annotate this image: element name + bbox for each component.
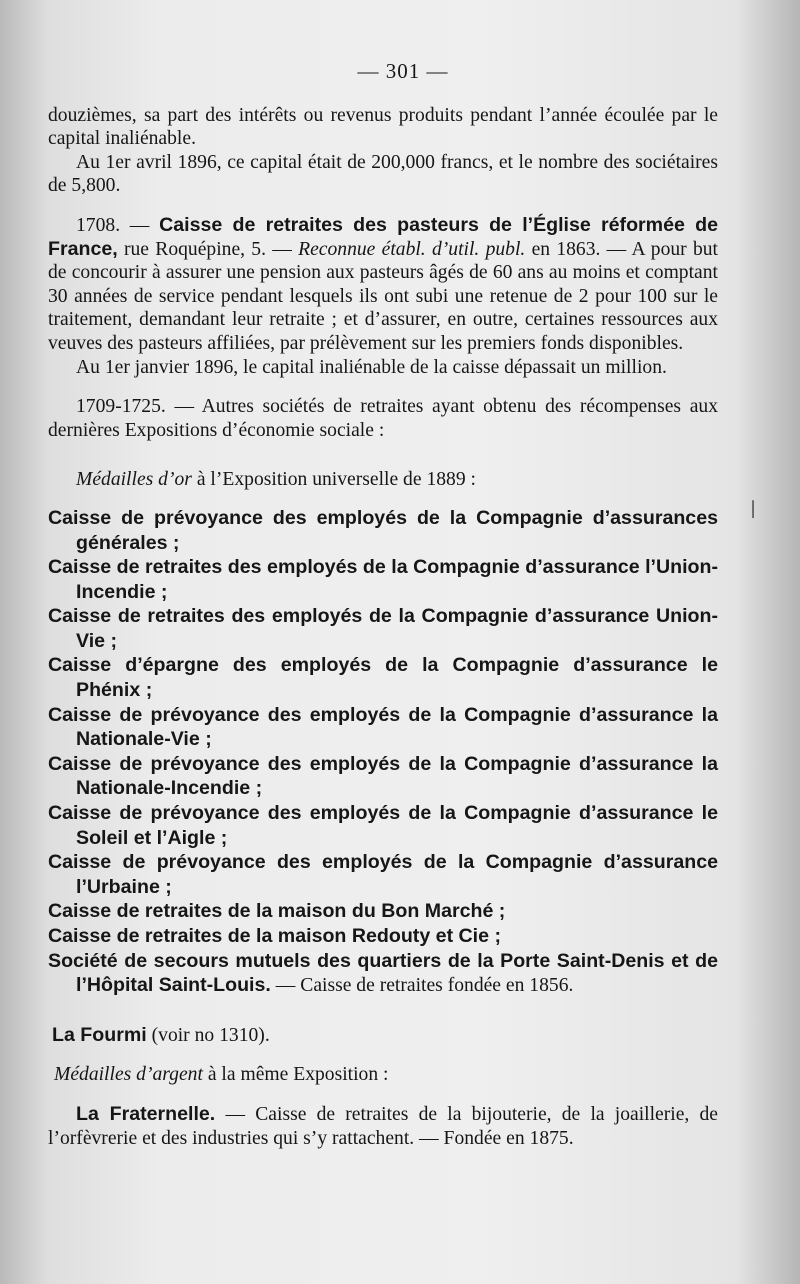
fourmi-entry xyxy=(48,1024,718,1048)
paragraph-capital-million: Au 1er janvier 1896, le capital inaliénable de la caisse dépassait un million. xyxy=(76,356,667,378)
paragraph-intro: douzièmes, sa part des intérêts ou revenus produits pendant l’année écoulée par le capital inaliénable. xyxy=(48,104,718,150)
document-page xyxy=(48,60,718,1150)
list-item: Caisse de prévoyance des employés de la Compagnie d’assurance l’Urbaine ; xyxy=(48,851,718,898)
fourmi-ref: (voir no 1310). xyxy=(151,1024,270,1046)
list-item: Caisse de retraites de la maison du Bon Marché ; xyxy=(48,900,506,923)
fraternelle-name: La Fraternelle. xyxy=(76,1102,216,1125)
society-name: Société de secours mutuels des quartiers de la Porte Saint-Denis et de l’Hôpital Saint-Louis. xyxy=(48,949,718,997)
entry-1709-1725: 1709-1725. — Autres sociétés de retraites ayant obtenu des récompenses aux dernières Expositions d’économie sociale : xyxy=(48,396,718,441)
entry-title: Caisse de retraites des pasteurs de l’Église réformée de France, xyxy=(48,213,718,260)
entry-description: en 1863. — A pour but de concourir à assurer une pension aux pasteurs âgés de 60 ans au moins et comptant 30 années de service pendant lesquels ils ont subi une retenue de 2 pour 100 sur le traitement, demandant leur retraite ; et d’assurer, en outre, certaines ressources aux veuves des pasteurs affiliées, par prélèvement sur les premiers fonds disponibles. xyxy=(48,238,718,354)
list-item: Caisse de prévoyance des employés de la Compagnie d’assurances générales ; xyxy=(48,506,718,554)
list-item-last xyxy=(48,949,718,998)
page-number-header: — 301 — xyxy=(357,59,449,83)
list-item: Caisse de prévoyance des employés de la Compagnie d’assurance la Nationale-Vie ; xyxy=(48,703,718,751)
silver-medals-rest: à la même Exposition : xyxy=(207,1064,389,1086)
entry-recognition: Reconnue établ. d’util. publ. xyxy=(298,238,526,260)
entry-1708 xyxy=(48,214,718,356)
paragraph-capital-1896: Au 1er avril 1896, ce capital était de 200,000 francs, et le nombre des sociétaires de 5,800. xyxy=(48,151,718,197)
list-item: Caisse de retraites de la maison Redouty et Cie ; xyxy=(48,925,501,947)
silver-medals-label: Médailles d’argent xyxy=(54,1064,203,1086)
list-item: Caisse d’épargne des employés de la Compagnie d’assurance le Phénix ; xyxy=(48,654,718,702)
gold-medals-heading xyxy=(48,468,718,492)
margin-mark: | xyxy=(750,498,757,519)
list-item: Caisse de prévoyance des employés de la Compagnie d’assurance la Nationale-Incendie ; xyxy=(48,752,718,800)
fraternelle-entry xyxy=(48,1103,718,1150)
list-item: Caisse de retraites des employés de la Compagnie d’assurance Union-Vie ; xyxy=(48,605,718,652)
entry-number: 1708. — xyxy=(76,214,150,236)
fourmi-name: La Fourmi xyxy=(52,1023,147,1046)
entry-address: rue Roquépine, 5. — xyxy=(123,238,292,260)
silver-medals-heading xyxy=(48,1063,718,1087)
list-item: Caisse de prévoyance des employés de la Compagnie d’assurance le Soleil et l’Aigle ; xyxy=(48,802,718,849)
society-note: — Caisse de retraites fondée en 1856. xyxy=(275,975,574,997)
gold-medals-rest: à l’Exposition universelle de 1889 : xyxy=(196,469,476,491)
list-item: Caisse de retraites des employés de la Compagnie d’assurance l’Union-Incendie ; xyxy=(48,556,718,603)
fraternelle-description: — Caisse de retraites de la bijouterie, de la joaillerie, de l’orfèvrerie et des industries qui s’y rattachent. — Fondée en 1875. xyxy=(48,1103,718,1149)
society-list xyxy=(48,506,718,998)
gold-medals-label: Médailles d’or xyxy=(76,469,192,491)
